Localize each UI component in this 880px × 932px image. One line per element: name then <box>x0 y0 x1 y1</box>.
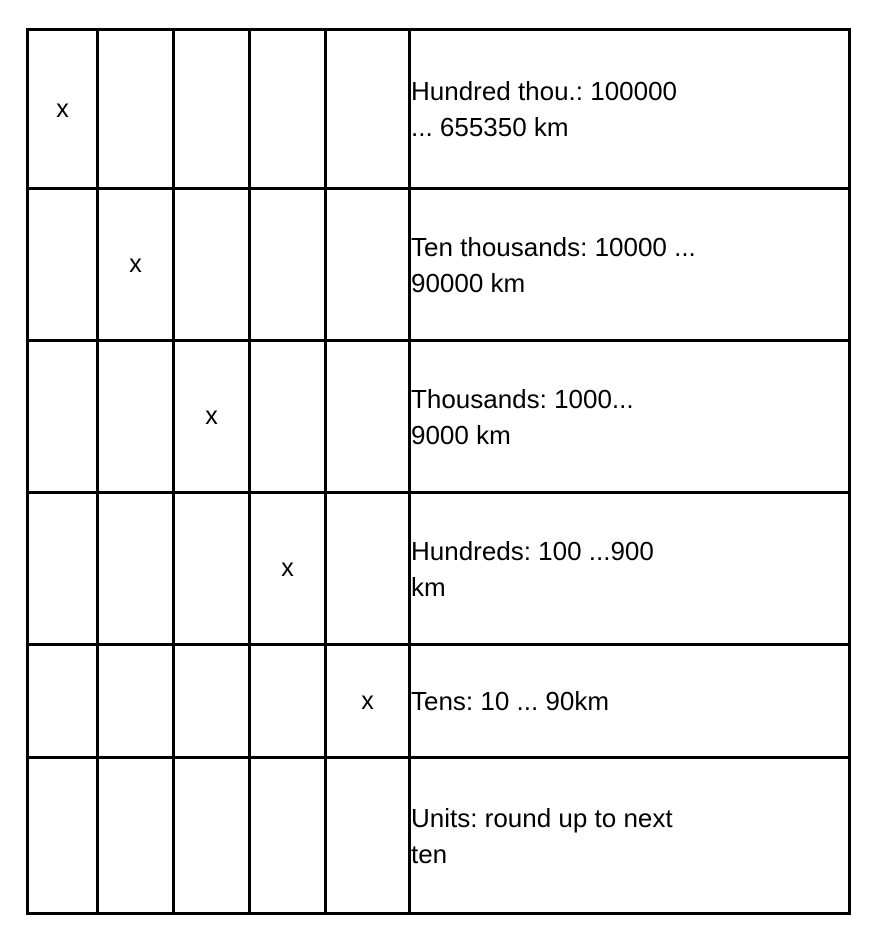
mark-cell <box>28 493 98 645</box>
mark-cell <box>98 341 174 493</box>
mark-cell <box>28 189 98 341</box>
description-cell <box>410 30 850 189</box>
mark-cell <box>98 758 174 914</box>
description-cell <box>410 189 850 341</box>
description-line: km <box>411 571 446 602</box>
table-row <box>28 758 850 914</box>
mark-cell <box>326 341 410 493</box>
table-row <box>28 493 850 645</box>
description-line: Hundred thou.: 100000 <box>411 76 677 106</box>
description-cell <box>410 341 850 493</box>
mark-cell <box>98 645 174 758</box>
description-line: 9000 km <box>411 419 511 450</box>
table-row <box>28 189 850 341</box>
mark-cell <box>326 493 410 645</box>
mark-cell <box>250 189 326 341</box>
mark-cell: x <box>326 645 410 758</box>
description-cell <box>410 493 850 645</box>
description-line: Ten thousands: 10000 ... <box>411 231 696 262</box>
description-cell <box>410 758 850 914</box>
mark-cell <box>250 645 326 758</box>
mark-cell <box>98 30 174 189</box>
mark-cell <box>250 758 326 914</box>
mark-cell <box>174 189 250 341</box>
mark-cell <box>326 758 410 914</box>
description-cell <box>410 645 850 758</box>
mark-cell <box>28 758 98 914</box>
mark-cell <box>326 30 410 189</box>
description-line: 90000 km <box>411 267 526 298</box>
mark-cell <box>174 758 250 914</box>
mark-cell <box>174 30 250 189</box>
mark-cell: x <box>28 30 98 189</box>
mark-cell <box>326 189 410 341</box>
digit-table-container <box>26 28 848 912</box>
description-line: ... 655350 km <box>411 112 569 142</box>
mark-cell <box>174 645 250 758</box>
table-row <box>28 341 850 493</box>
mark-cell: x <box>250 493 326 645</box>
mark-cell <box>98 493 174 645</box>
description-line: Units: round up to next <box>411 802 673 833</box>
description-line: Hundreds: 100 ...900 <box>411 535 654 566</box>
mark-cell <box>28 645 98 758</box>
mark-cell <box>174 493 250 645</box>
mark-cell: x <box>98 189 174 341</box>
mark-cell <box>250 341 326 493</box>
digit-place-table <box>26 28 851 915</box>
mark-cell: x <box>174 341 250 493</box>
mark-cell <box>28 341 98 493</box>
description-line: Thousands: 1000... <box>411 383 634 414</box>
description-line: ten <box>411 838 448 869</box>
table-row <box>28 30 850 189</box>
table-row <box>28 645 850 758</box>
description-line: Tens: 10 ... 90km <box>411 686 609 716</box>
mark-cell <box>250 30 326 189</box>
